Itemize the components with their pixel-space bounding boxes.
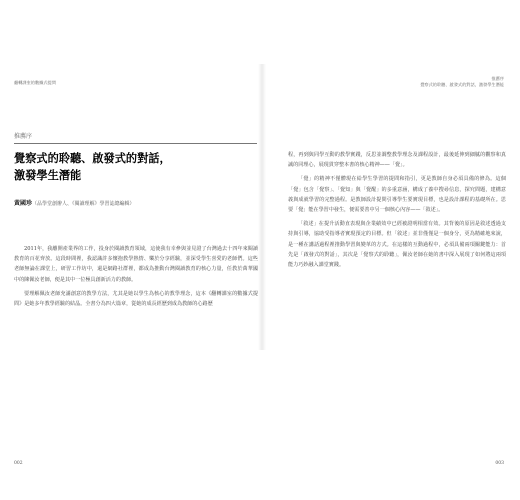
chapter-title-line2: 激發學生潛能 bbox=[14, 168, 82, 182]
author-description: （品學堂創辦人、《閱讀理解》學習誌總編輯） bbox=[32, 201, 135, 207]
author-line bbox=[14, 198, 135, 207]
section-divider bbox=[14, 143, 257, 144]
left-page-number: 002 bbox=[14, 461, 23, 466]
right-body-text bbox=[288, 150, 506, 274]
left-running-head: 翻轉課室的數據式提問 bbox=[14, 80, 56, 85]
section-label: 推薦序 bbox=[14, 133, 33, 140]
right-running-head-line2: 覺察式的聆聽、啟發式的對話，激發學生潛能 bbox=[420, 82, 504, 87]
left-body-text bbox=[14, 244, 258, 313]
chapter-title-line1: 覺察式的聆聽、啟發式的對話， bbox=[14, 152, 171, 165]
left-paragraph-2: 要理解佩汝老師充滿創意的教學方法，尤其是她以學生為核心的教學理念，這本《翻轉課室的數據式提問》是她多年教學經驗的結晶。全書分為四大篇章，從她的成長經歷到成為教師的心路歷 bbox=[14, 290, 258, 308]
author-name: 黃國珍 bbox=[14, 200, 33, 207]
right-running-head bbox=[420, 76, 504, 88]
right-page-number: 003 bbox=[495, 461, 504, 466]
chapter-title bbox=[14, 151, 171, 184]
right-paragraph-1: 程，再到與同學互動的教學實踐，反思並調整教學理念及課程設計，最後延伸到細膩的觀察和真誠的同理心，展現貫穿整本書的核心精神——「覺」。 bbox=[288, 152, 506, 169]
right-paragraph-3: 「敘述」在提升活動直表現與企業績效中已經被證明相當有效。其背後的原因是敘述透過支持與引導，協助受指導者實現預定的目標。但「敘述」並非僅僅是一個身分，更為精確地來說，是一種在講話過程裡推動學習與變革的方式。在這樣的互動過程中，必須具備兩項關鍵能力：首先是「啟發式的對話」，其次是「覺察式的聆聽」，佩汝老師在她的書中深入展現了如何將這兩項能力巧妙融入課堂實踐。 bbox=[288, 221, 506, 269]
right-paragraph-2: 「覺」的精神不僅體現在給學生學習的提問和指引，更是教師自身必須具備的修為。這個「覺」包含「覺察」、「覺知」與「覺醒」的多重意涵，構成了養中搜尋信息，探究問題，建構意義與成就學習的完整過程。是教師設計提問引導學生要實現目標，也是設計課程的基礎所在。思要「覺」能在學習中發生，便需要善中另一個核心內容——「敘述」。 bbox=[288, 176, 506, 214]
left-paragraph-1: 2011年，我離開產業界的工作，投身於閱讀教育領域，這使我有幸參與並見證了台灣過去十四年來閱讀教育的百花齊放。這段時間裡，我認識許多懷抱教學熱情、樂於分享經驗，並深受學生喜愛的老師們。這些老師無論在課堂上，研習工作坊中，還是網路社群裡，都成為推動台灣閱讀教育的核心力量，任教於萬華國中的陳佩汝老師，便是其中一位極具創新活力的教師。 bbox=[14, 246, 258, 283]
book-gutter bbox=[258, 64, 266, 350]
right-running-head-line1: 推薦序 bbox=[491, 76, 504, 81]
